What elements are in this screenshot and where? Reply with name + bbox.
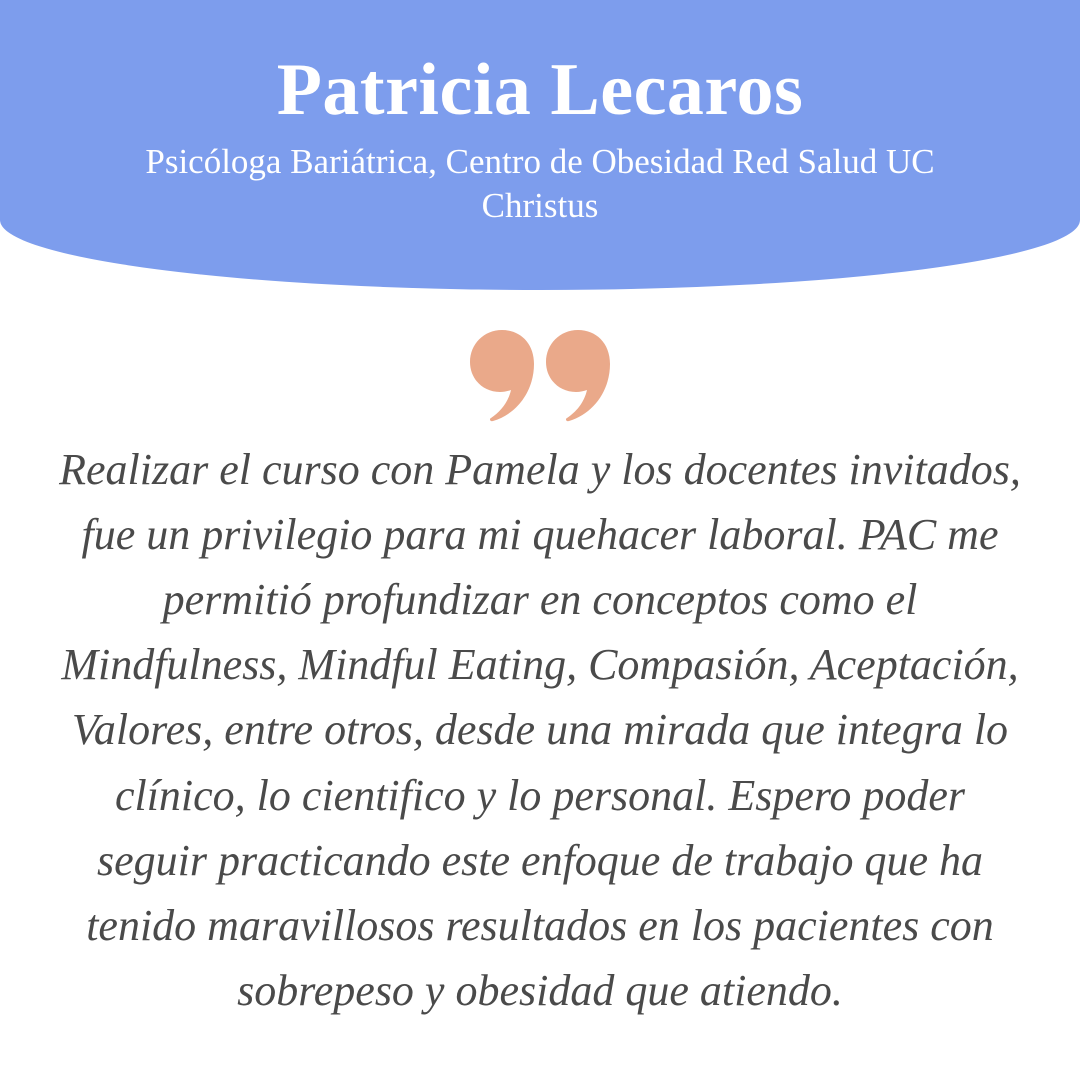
person-role: Psicóloga Bariátrica, Centro de Obesidad Red Salud UC Christus	[145, 141, 935, 226]
person-name: Patricia Lecaros	[276, 49, 804, 131]
card-header	[0, 0, 1080, 290]
quotation-mark-icon	[0, 330, 1080, 422]
testimonial-text: Realizar el curso con Pamela y los docentes invitados, fue un privilegio para mi quehacer laboral. PAC me permitió profundizar en conceptos como el Mindfulness, Mindful Eating, Compasión, Aceptación, Valores, entre otros, desde una mirada que integra lo clínico, lo cientifico y lo personal. Espero poder seguir practicando este enfoque de trabajo que ha tenido maravillosos resultados en los pacientes con sobrepeso y obesidad que atiendo.	[59, 445, 1021, 1015]
